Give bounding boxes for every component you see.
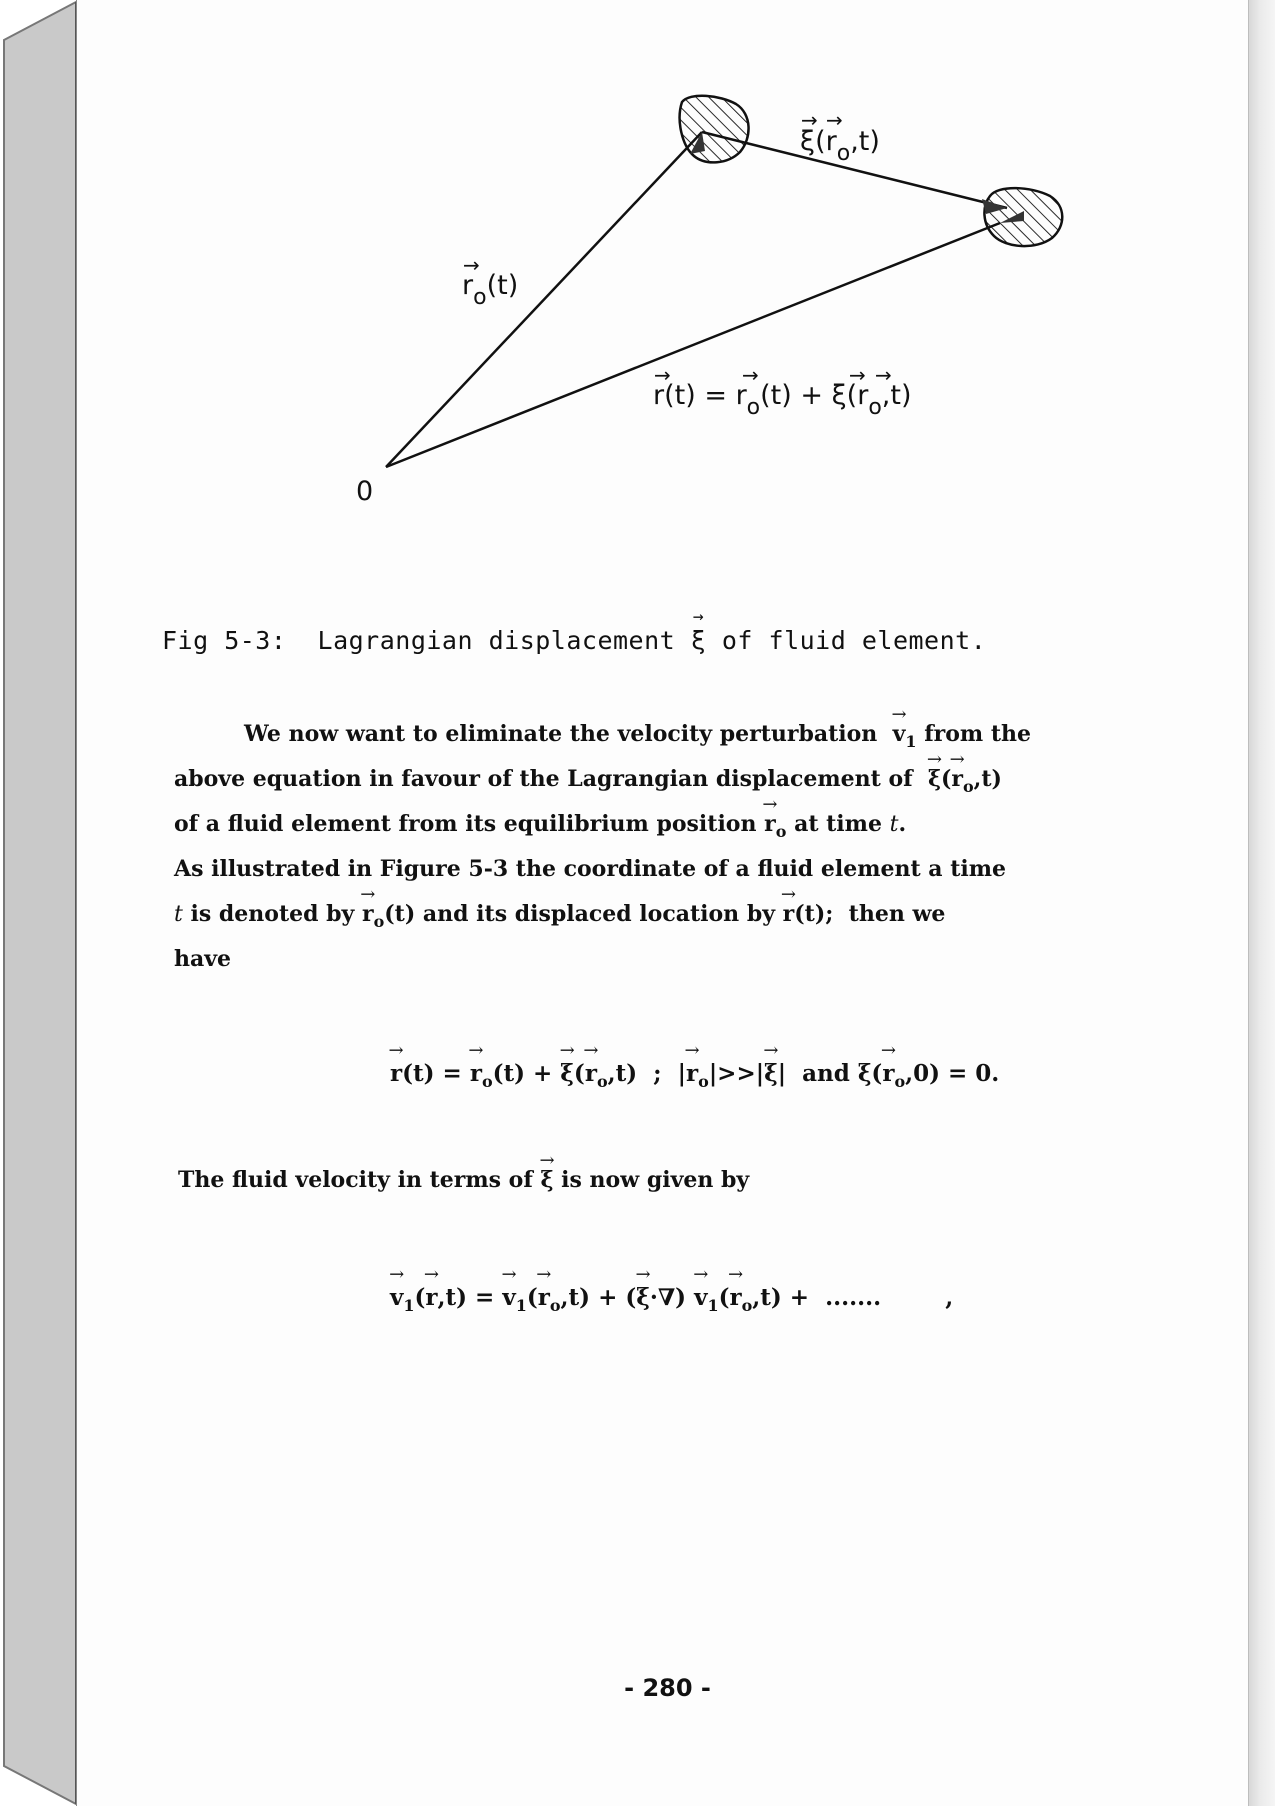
caption-prefix: Fig 5-3: [162, 626, 287, 655]
paragraph-main [174, 712, 1204, 982]
label-origin: 0 [356, 476, 374, 507]
paragraph-line-6: have [174, 946, 232, 972]
label-r0-vector: $r_o(t)$ [462, 270, 519, 310]
paragraph-line-2: above equation in favour of the Lagrangian displacement of → $\xi(\to r_o,t)$ [174, 757, 1204, 802]
fluid-element-initial [680, 96, 749, 163]
arrow-over-r0: → [463, 253, 480, 277]
equation-displacement: → r(t) = → $r_o(t)$ + → $\xi(\to r_o,t)$ ; |→ $r_o|>>|\to \xi|$ and $\xi(\to r_o,0) = 0$. [390, 1060, 999, 1091]
label-r-equation: $r(t) = r_o(t) + \xi(r_o,t)$ [653, 380, 912, 420]
arrow-over-r0-eq2: → [875, 363, 892, 387]
figure-caption [162, 626, 986, 655]
paragraph-line-1: We now want to eliminate the velocity perturbation → $v_1$ from the [174, 712, 1204, 757]
paragraph-velocity-line: The fluid velocity in terms of → ξ is now given by [178, 1158, 1208, 1203]
page-number: - 280 - [624, 1674, 711, 1702]
arrow-over-xi: → [801, 108, 818, 132]
caption-xi-symbol: → ξ [691, 626, 707, 655]
label-xi-vector: $\xi(r_o,t)$ [800, 126, 880, 166]
arrow-over-xi-r: → [826, 108, 843, 132]
arrow-over-r0-eq: → [742, 363, 759, 387]
paragraph-velocity [178, 1158, 1208, 1203]
paragraph-line-3: of a fluid element from its equilibrium position → $r_o$ at time t. [174, 802, 1204, 847]
paragraph-line-4: As illustrated in Figure 5-3 the coordinate of a fluid element a time [174, 856, 1007, 882]
caption-suffix: of fluid element. [706, 626, 987, 655]
equation-velocity-expansion: → $v_1(\to r,t)$ = → $v_1(\to r_o,t)$ + (→ $\xi\cdot\nabla) \to v_1(\to r_o,t)$ + ....... , [390, 1284, 953, 1315]
arrow-over-xi-eq: → [849, 363, 866, 387]
paragraph-line-5: t is denoted by → $r_o(t)$ and its displaced location by → r(t); then we [174, 892, 1204, 937]
arrow-over-r: → [654, 363, 671, 387]
caption-text: Lagrangian displacement [286, 626, 691, 655]
displacement-diagram [0, 0, 1275, 620]
r0-vector-line [386, 132, 702, 467]
